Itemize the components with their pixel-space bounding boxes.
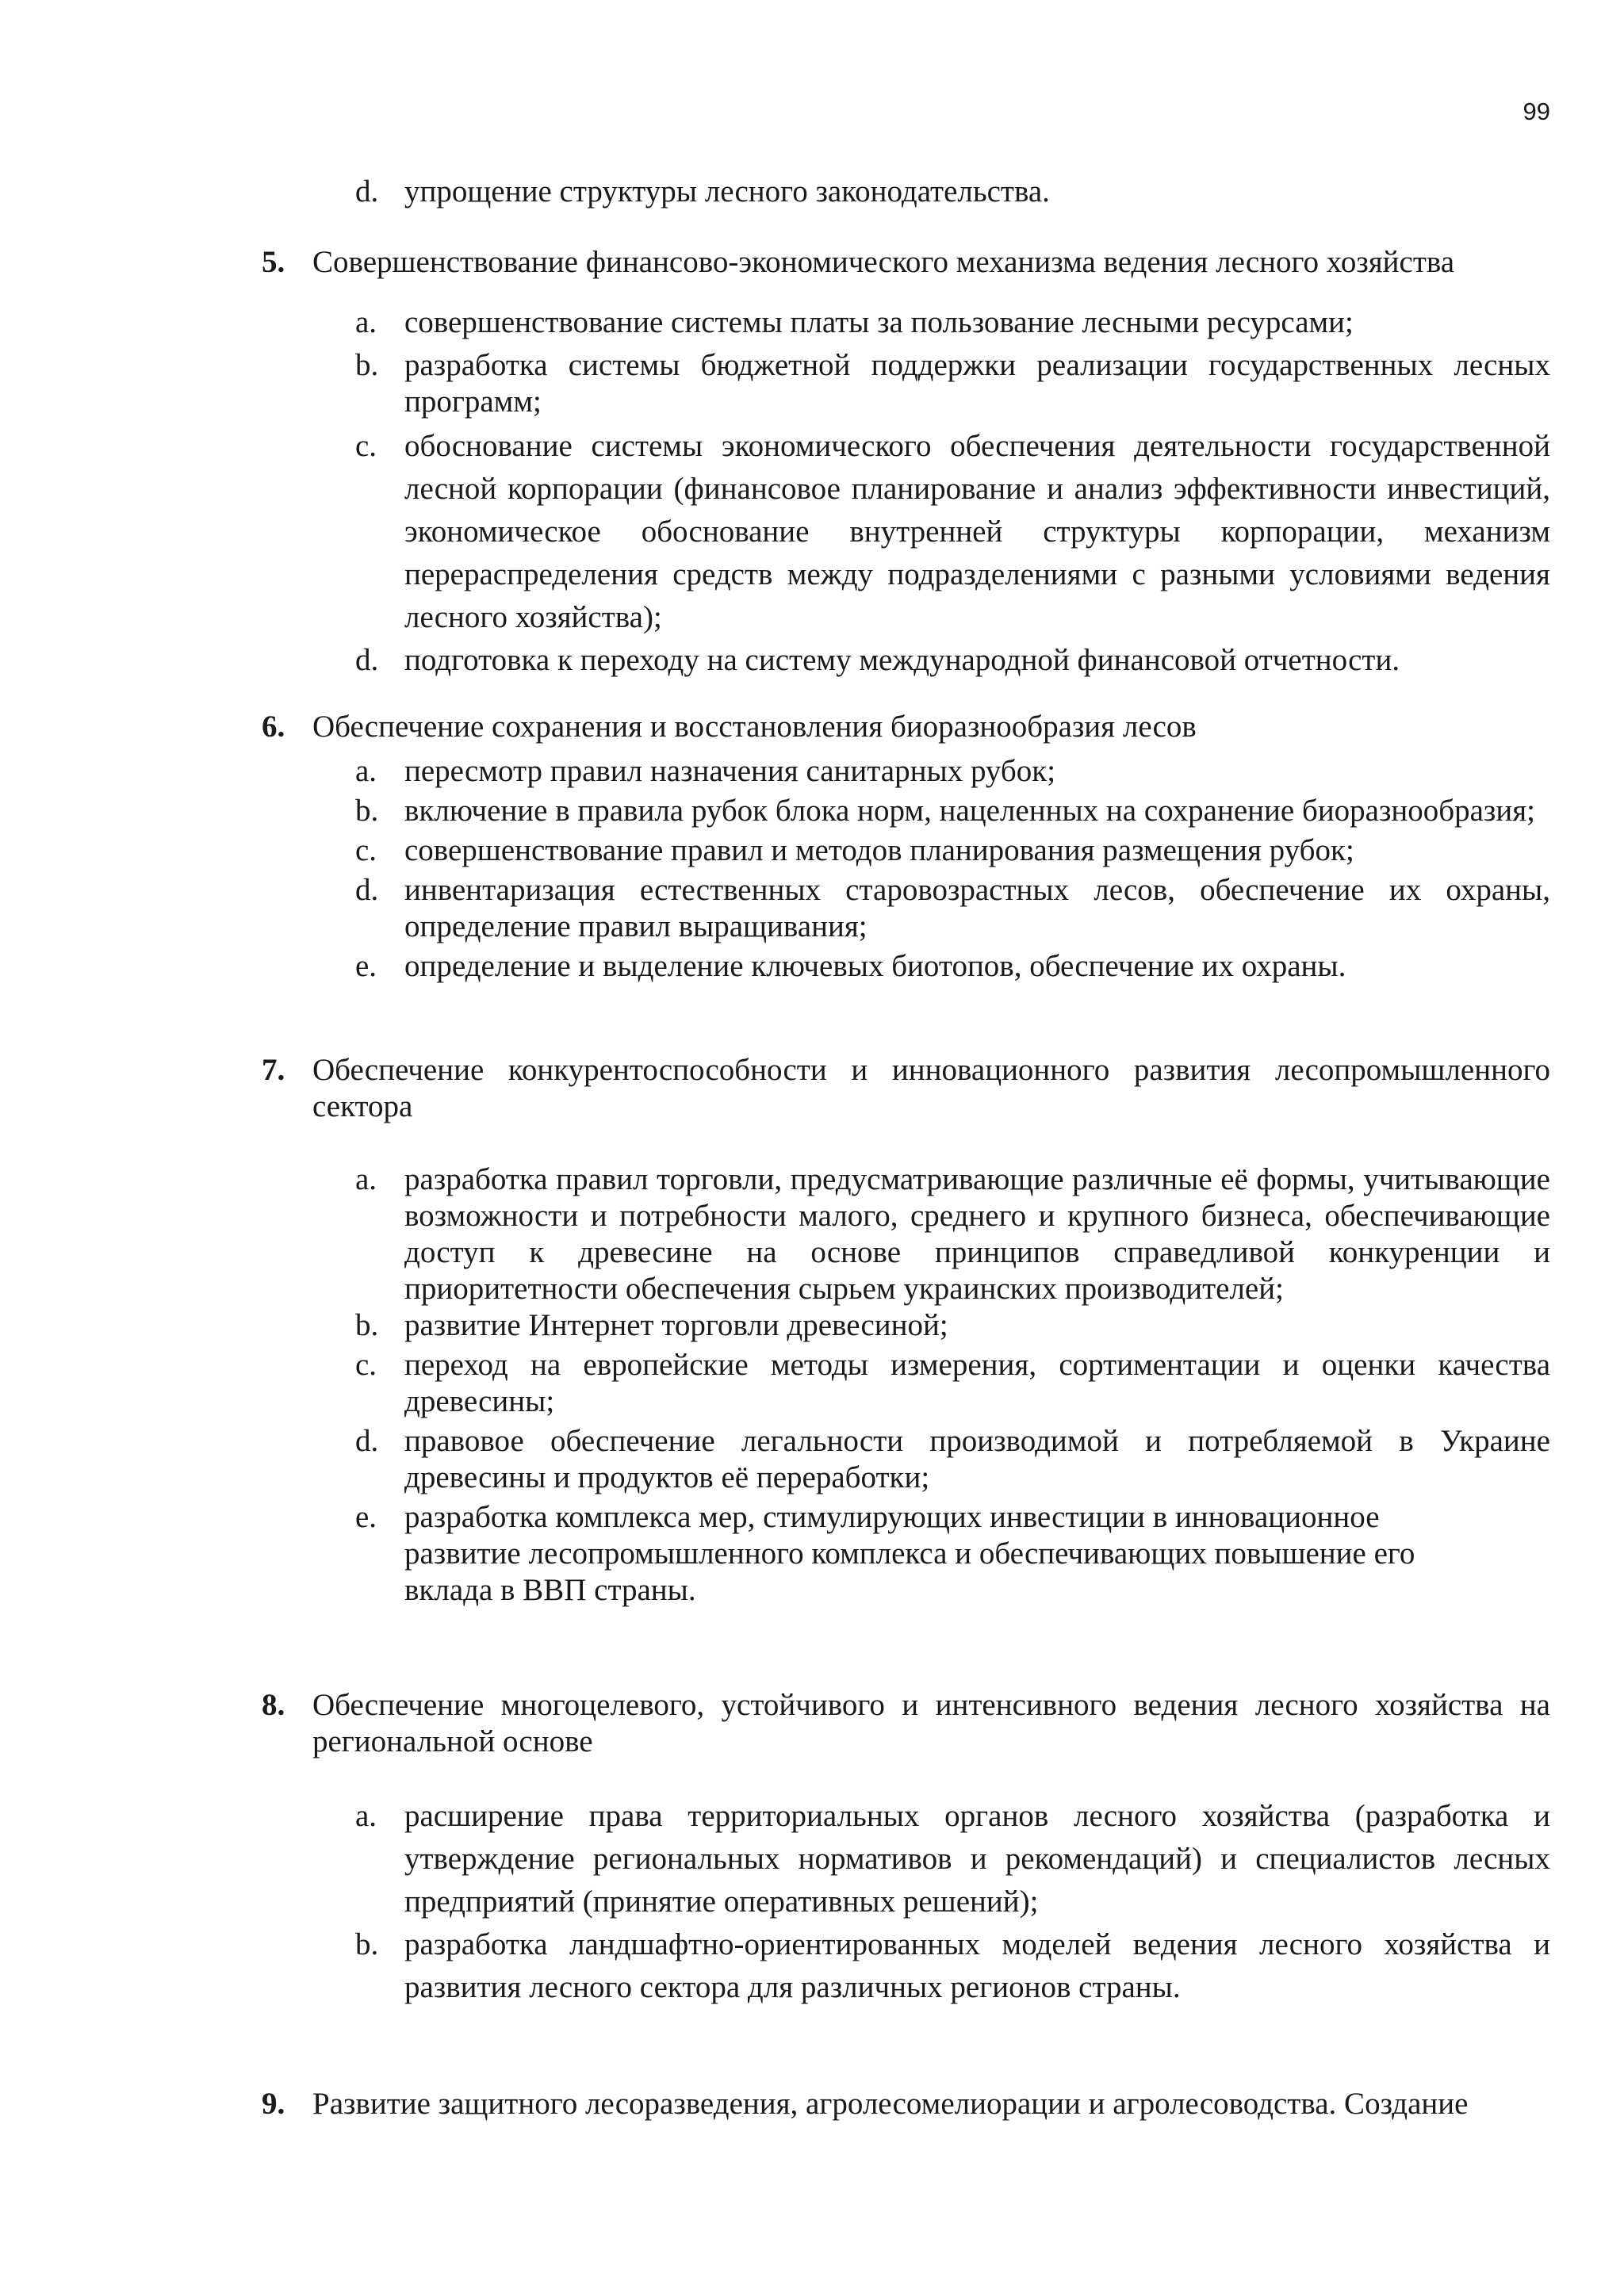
item-letter: a. — [355, 305, 377, 339]
list-item — [355, 832, 1550, 869]
item-text: совершенствование системы платы за пользование лесными ресурсами; — [404, 305, 1354, 339]
section-7 — [262, 1052, 1550, 1609]
section-heading — [262, 1052, 1550, 1125]
section-8 — [262, 1687, 1550, 2009]
list-item — [355, 793, 1550, 829]
item-text: разработка комплекса мер, стимулирующих инвестиции в инновационное развитие лесопромышленного комплекса и обеспечивающих повышение его вклада в ВВП страны. — [404, 1500, 1415, 1607]
item-letter: d. — [355, 1424, 379, 1458]
list-item — [355, 1423, 1550, 1496]
item-text: переход на европейские методы измерения, сортиментации и оценки качества древесины; — [404, 1348, 1550, 1418]
section-9 — [262, 2086, 1550, 2122]
section-number: 6. — [262, 710, 285, 744]
section-number: 7. — [262, 1053, 285, 1087]
list-item — [355, 347, 1550, 420]
list-item — [355, 1795, 1550, 1923]
item-letter: d. — [355, 873, 379, 907]
list-item — [355, 948, 1550, 985]
item-text: разработка системы бюджетной поддержки реализации государственных лесных программ; — [404, 348, 1550, 419]
section-number: 5. — [262, 245, 285, 279]
section-heading — [262, 2086, 1550, 2122]
section-heading — [262, 244, 1550, 281]
section-6 — [262, 709, 1550, 985]
item-letter: a. — [355, 1799, 377, 1833]
section-heading — [262, 1687, 1550, 1760]
continuation-block — [262, 174, 1550, 210]
item-text: пересмотр правил назначения санитарных рубок; — [404, 754, 1056, 788]
item-letter: a. — [355, 1162, 377, 1196]
section-title: Обеспечение конкурентоспособности и инновационного развития лесопромышленного сектора — [312, 1053, 1550, 1123]
list-item — [355, 753, 1550, 790]
item-letter: a. — [355, 754, 377, 788]
item-text: расширение права территориальных органов лесного хозяйства (разработка и утверждение региональных нормативов и рекомендаций) и специалистов лесных предприятий (принятие оперативных решений); — [404, 1799, 1550, 1919]
item-text: подготовка к переходу на систему международной финансовой отчетности. — [404, 643, 1400, 677]
item-text: правовое обеспечение легальности производимой и потребляемой в Украине древесины и продуктов её переработки; — [404, 1424, 1550, 1494]
section-heading — [262, 709, 1550, 745]
item-text: развитие Интернет торговли древесиной; — [404, 1308, 948, 1342]
list-item — [355, 872, 1550, 945]
item-letter: b. — [355, 794, 379, 828]
item-letter: c. — [355, 833, 377, 867]
list-item — [355, 1499, 1550, 1609]
item-text: разработка правил торговли, предусматривающие различные её формы, учитывающие возможности и потребности малого, среднего и крупного бизнеса, обеспечивающие доступ к древесине на основе принципов справедливой конкуренции и приоритетности обеспечения сырьем украинских производителей; — [404, 1162, 1550, 1306]
item-letter: d. — [355, 643, 379, 677]
list-item — [355, 1923, 1550, 2009]
item-letter: e. — [355, 949, 377, 983]
list-item — [355, 174, 1550, 210]
list-item — [355, 639, 1550, 682]
list-item — [355, 1307, 1550, 1344]
item-text: совершенствование правил и методов планирования размещения рубок; — [404, 833, 1354, 867]
item-text: включение в правила рубок блока норм, нацеленных на сохранение биоразнообразия; — [404, 794, 1535, 828]
item-letter: c. — [355, 429, 377, 463]
item-letter: d. — [355, 174, 379, 209]
list-item — [355, 304, 1550, 341]
section-title: Совершенствование финансово-экономического механизма ведения лесного хозяйства — [312, 245, 1455, 279]
item-letter: c. — [355, 1348, 377, 1382]
item-letter: b. — [355, 348, 379, 382]
section-title: Обеспечение многоцелевого, устойчивого и интенсивного ведения лесного хозяйства на региональной основе — [312, 1688, 1550, 1758]
item-letter: e. — [355, 1500, 377, 1534]
item-text: упрощение структуры лесного законодательства. — [404, 174, 1050, 209]
list-item — [355, 425, 1550, 639]
page-number: 99 — [1522, 98, 1550, 125]
item-text: обоснование системы экономического обеспечения деятельности государственной лесной корпорации (финансовое планирование и анализ эффективности инвестиций, экономическое обоснование внутренней структуры корпорации, механизм перераспределения средств между подразделениями с разными условиями ведения лесного хозяйства); — [404, 429, 1550, 634]
list-item — [355, 1161, 1550, 1307]
item-letter: b. — [355, 1927, 379, 1961]
section-5 — [262, 244, 1550, 682]
section-title: Развитие защитного лесоразведения, агролесомелиорации и агролесоводства. Создание — [312, 2087, 1469, 2121]
item-letter: b. — [355, 1308, 379, 1342]
item-text: разработка ландшафтно-ориентированных моделей ведения лесного хозяйства и развития лесного сектора для различных регионов страны. — [404, 1927, 1550, 2004]
section-number: 8. — [262, 1688, 285, 1722]
list-item — [355, 1347, 1550, 1420]
item-text: инвентаризация естественных старовозрастных лесов, обеспечение их охраны, определение правил выращивания; — [404, 873, 1550, 943]
section-title: Обеспечение сохранения и восстановления биоразнообразия лесов — [312, 710, 1197, 744]
item-text: определение и выделение ключевых биотопов, обеспечение их охраны. — [404, 949, 1346, 983]
section-number: 9. — [262, 2087, 285, 2121]
